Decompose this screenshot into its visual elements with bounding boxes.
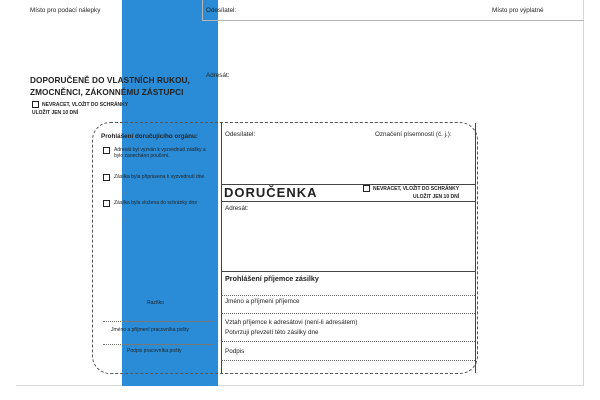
envelope-store-days: ULOŽIT JEN 10 DNÍ (32, 110, 79, 116)
recipient-divider-2 (221, 313, 475, 314)
sender-label-top: Odesílatel: (206, 7, 237, 14)
receipt-addressee-label: Adresát: (225, 205, 249, 212)
option-2-checkbox[interactable] (103, 174, 110, 181)
courier-name-label: Jméno a příjmení pracovníka pošty (111, 327, 189, 333)
envelope-no-return-label: NEVRACET, VLOŽIT DO SCHRÁNKY (42, 102, 129, 108)
receipt-no-return-checkbox[interactable] (363, 185, 370, 192)
option-2-label: Zásilka byla připravena k vyzvednutí dne (114, 174, 205, 180)
reference-label: Označení písemnosti (č. j.): (375, 131, 452, 138)
envelope-no-return-checkbox[interactable] (32, 101, 39, 108)
title-bottom-line (221, 201, 475, 202)
option-1-label: Adresát byl vyzván k vyzvednutí zásilky a bylo zanecháno poučení. (114, 147, 206, 159)
courier-signature-label: Podpis pracovníka pošty (127, 348, 182, 354)
option-3-date-line (124, 219, 210, 220)
delivery-title-line-2: ZMOCNĚNCI, ZÁKONNÉMU ZÁSTUPCI (30, 88, 184, 97)
recipient-section-line (221, 271, 475, 272)
option-3-label: Zásilka byla vložena do schránky dne (114, 200, 198, 206)
header-divider (202, 0, 203, 21)
delivery-title-line-1: DOPORUČENĚ DO VLASTNÍCH RUKOU, (30, 76, 190, 85)
option-3-checkbox[interactable] (103, 200, 110, 207)
envelope (16, 0, 584, 386)
receipt-title: DORUČENKA (224, 185, 318, 200)
option-1-checkbox[interactable] (103, 147, 110, 154)
stamp-label: Razítko (147, 300, 164, 306)
receipt-store-days: ULOŽIT JEN 10 DNÍ (413, 194, 460, 200)
receipt-column-divider (221, 123, 222, 373)
addressee-label-top: Adresát: (206, 72, 230, 79)
relation-label: Vztah příjemce k adresátovi (není-li adresátem) (225, 319, 358, 326)
receipt-no-return-label: NEVRACET, VLOŽIT DO SCHRÁNKY (373, 186, 460, 192)
recipient-divider-4 (221, 360, 475, 361)
header-line (202, 20, 584, 21)
receipt-right-edge (475, 123, 476, 373)
recipient-declaration-title: Prohlášení příjemce zásilky (225, 274, 319, 283)
courier-signature-line (103, 344, 213, 345)
signature-label: Podpis (225, 348, 245, 355)
courier-name-line (103, 321, 213, 322)
receipt-sender-label: Odesílatel: (225, 131, 256, 138)
receipt (92, 122, 478, 374)
recipient-divider-3 (221, 341, 475, 342)
stamp-area-label: Místo pro podací nálepky (30, 7, 101, 14)
delivery-declaration-title: Prohlášení doručujícího orgánu: (101, 133, 198, 140)
recipient-divider-1 (221, 295, 475, 296)
confirm-label: Potvrzuji převzetí této zásilky dne (225, 329, 319, 336)
option-2-date-line (124, 193, 210, 194)
recipient-name-label: Jméno a příjmení příjemce (225, 298, 300, 305)
postage-area-label: Místo pro výplatné (492, 7, 544, 14)
